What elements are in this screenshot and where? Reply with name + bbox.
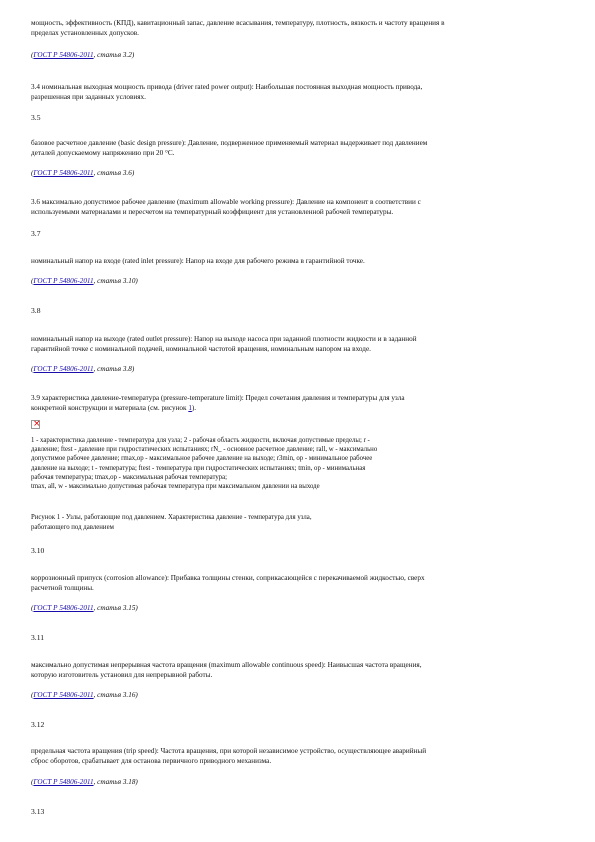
legend-line: tmax, all, w - максимально допустимая рабочая температура при максимальном давлении на выходе: [31, 482, 320, 490]
definition-3-5: [31, 138, 561, 159]
term-number-3-5: 3.5: [31, 113, 41, 122]
definition-line: предельная частота вращения (trip speed): Частота вращения, при которой независимое устройство, осуществляющее аварийный: [31, 747, 427, 755]
definition-line: конкретной конструкции и материала (см. рисунок: [31, 404, 189, 413]
article-label: , статья 3.6: [93, 169, 132, 177]
term-number-3-12: 3.12: [31, 720, 45, 729]
definition-line: 3.9 характеристика давление-температура (pressure-temperature limit): Предел сочетания давления и температуры для узла: [31, 394, 405, 402]
term-number-3-7: 3.7: [31, 229, 41, 238]
definition-line: сброс оборотов, срабатывает для останова первичного приводного механизма.: [31, 757, 272, 766]
definition-3-8: [31, 334, 561, 355]
gost-link[interactable]: ГОСТ Р 54806-2011: [33, 691, 94, 699]
legend-line: давление на выходе; t - температура; ftest - температура при гидростатических испытаниях; tmin, op - минимальная: [31, 464, 366, 472]
term-number-3-13: 3.13: [31, 807, 45, 816]
article-label: , статья 3.10: [93, 277, 136, 285]
definition-line: номинальный напор на выходе (rated outlet pressure): Напор на выходе насоса при заданной плотности жидкости и в заданной: [31, 335, 417, 343]
legend-line: допустимое рабочее давление; rmax,op - максимальное рабочее давление на выходе; r3min, op - минимальное рабочее: [31, 455, 373, 463]
reference-3-2: (ГОСТ Р 54806-2011, статья 3.2): [31, 51, 135, 59]
figure-1-link[interactable]: 1: [188, 404, 192, 413]
term-number-3-11: 3.11: [31, 633, 45, 642]
gost-link[interactable]: ГОСТ Р 54806-2011: [33, 51, 94, 59]
definition-line: гарантийной точке с номинальной подачей, номинальной частотой вращения, номинальным напором на входе.: [31, 345, 371, 354]
article-label: , статья 3.15: [93, 604, 136, 612]
intro-line-2: пределах установленных допусков.: [31, 29, 139, 38]
legend-line: 1 - характеристика давление - температура для узла; 2 - рабочая область жидкости, включая допустимые пределы; r -: [31, 437, 370, 444]
definition-3-10: [31, 573, 561, 594]
definition-line: используемыми материалами и пересчетом на температурный коэффициент для установленной рабочей температуры.: [31, 208, 394, 217]
intro-line-1: мощность, эффективность (КПД), кавитационный запас, давление всасывания, температуру, плотность, вязкость и частоту вращения в: [31, 19, 445, 27]
definition-3-11: [31, 660, 561, 681]
gost-link[interactable]: ГОСТ Р 54806-2011: [33, 365, 94, 373]
definition-line: 3.6 максимально допустимое рабочее давление (maximum allowable working pressure): Давление на компонент в соответствии с: [31, 198, 421, 206]
gost-link[interactable]: ГОСТ Р 54806-2011: [33, 169, 94, 177]
definition-line: расчетной толщины.: [31, 584, 94, 593]
reference-3-10: (ГОСТ Р 54806-2011, статья 3.10): [31, 277, 138, 285]
article-label: , статья 3.18: [93, 778, 136, 786]
definition-3-12: [31, 746, 561, 767]
definition-line: базовое расчетное давление (basic design pressure): Давление, подверженное применяемый материал выдерживает под давлением: [31, 139, 428, 147]
term-number-3-8: 3.8: [31, 306, 41, 315]
definition-line: 3.4 номинальная выходная мощность привода (driver rated power output): Наибольшая постоянная выходная мощность привода,: [31, 83, 423, 91]
reference-3-18: (ГОСТ Р 54806-2011, статья 3.18): [31, 778, 138, 786]
reference-3-8: (ГОСТ Р 54806-2011, статья 3.8): [31, 365, 135, 373]
reference-3-15: (ГОСТ Р 54806-2011, статья 3.15): [31, 604, 138, 612]
caption-line: Рисунок 1 - Узлы, работающие под давлением. Характеристика давление - температура для узла,: [31, 514, 312, 521]
gost-link[interactable]: ГОСТ Р 54806-2011: [33, 778, 94, 786]
intro-paragraph: [31, 18, 561, 39]
gost-link[interactable]: ГОСТ Р 54806-2011: [33, 277, 94, 285]
gost-link[interactable]: ГОСТ Р 54806-2011: [33, 604, 94, 612]
definition-line: деталей допускаемому напряжению при 20 °С.: [31, 149, 175, 158]
definition-3-4: [31, 82, 561, 103]
definition-3-7: номинальный напор на входе (rated inlet pressure): Напор на входе для рабочего режима в гарантийной точке.: [31, 257, 365, 265]
article-label: , статья 3.16: [93, 691, 136, 699]
definition-line: которую изготовитель установил для непрерывной работы.: [31, 671, 213, 680]
reference-3-16: (ГОСТ Р 54806-2011, статья 3.16): [31, 691, 138, 699]
definition-line: разрешенная при заданных условиях.: [31, 93, 146, 102]
definition-line: максимально допустимая непрерывная частота вращения (maximum allowable continuous speed): Наивысшая частота вращения,: [31, 661, 422, 669]
legend-line: рабочая температура; tmax,op - максимальная рабочая температура;: [31, 473, 228, 481]
figure-caption: [31, 513, 561, 533]
definition-3-9: 3.9 характеристика давление-температура (pressure-temperature limit): Предел сочетания давления и температуры для узла конкретной конструкции и материала (см. рисунок 1).: [31, 393, 561, 414]
figure-legend: [31, 436, 501, 491]
article-label: , статья 3.2: [93, 51, 132, 59]
legend-line: давление; ftest - давление при гидростатических испытаниях; rN_ - основное расчетное давление; rall, w - максимально: [31, 446, 378, 454]
broken-image-icon: [31, 420, 40, 429]
definition-line: коррозионный припуск (corrosion allowance): Прибавка толщины стенки, соприкасающейся с перекачиваемой жидкостью, сверх: [31, 574, 425, 582]
reference-3-6: (ГОСТ Р 54806-2011, статья 3.6): [31, 169, 135, 177]
term-number-3-10: 3.10: [31, 546, 45, 555]
caption-line: работающего под давлением: [31, 523, 114, 531]
article-label: , статья 3.8: [93, 365, 132, 373]
definition-3-6: [31, 197, 561, 218]
